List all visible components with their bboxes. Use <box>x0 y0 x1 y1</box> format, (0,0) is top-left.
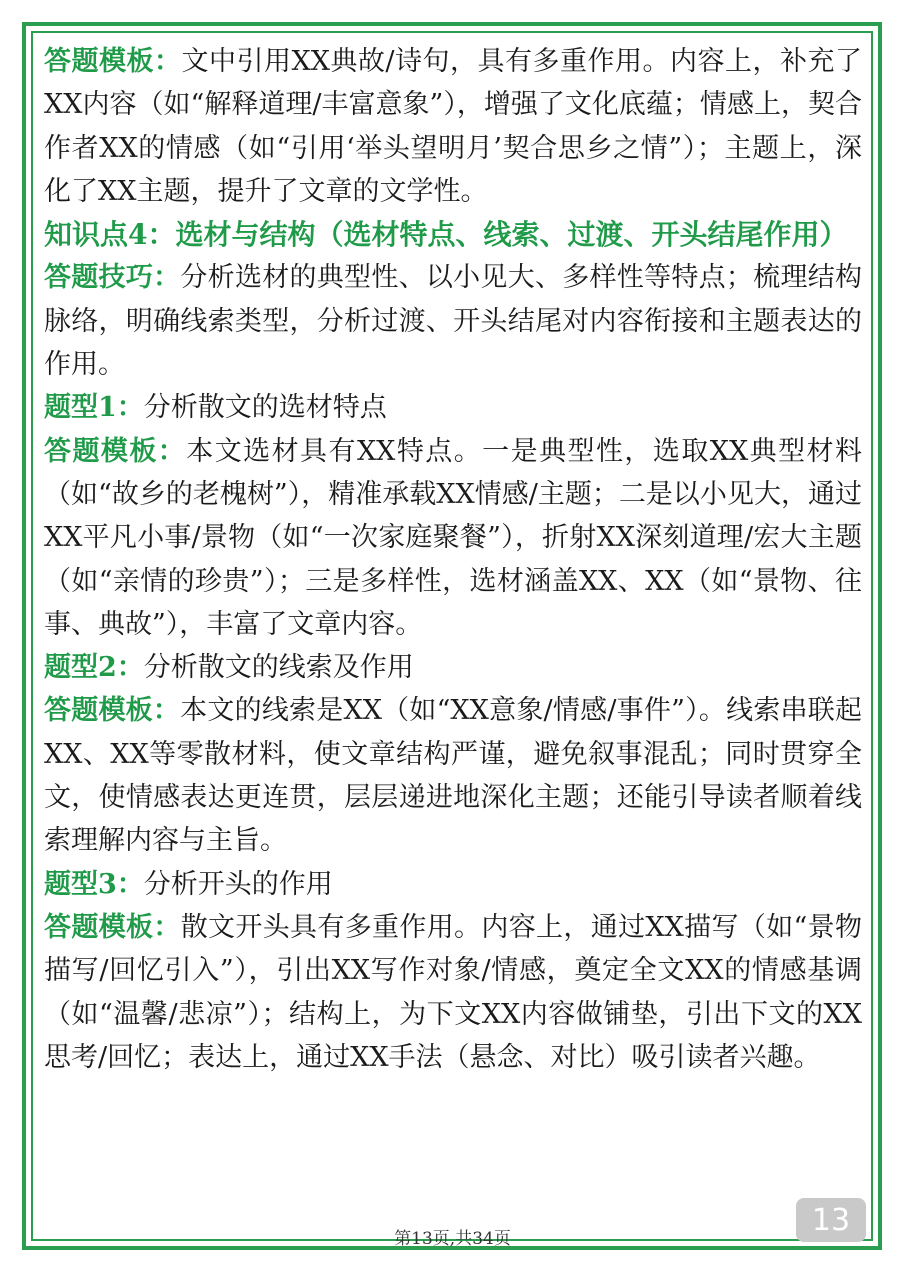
question-type-3 <box>44 863 862 906</box>
paragraph-text: 文中引用XX典故/诗句，具有多重作用。内容上，补充了XX内容（如“解释道理/丰富意象”），增强了文化底蕴；情感上，契合作者XX的情感（如“引用‘举头望明月’契合思乡之情”）；主题上，深化了XX主题，提升了文章的文学性。 <box>44 46 863 207</box>
question-type-text: 分析散文的线索及作用 <box>143 652 414 684</box>
paragraph-text: 分析选材的典型性、以小见大、多样性等特点；梳理结构脉络，明确线索类型，分析过渡、开头结尾对内容衔接和主题表达的作用。 <box>44 262 863 381</box>
paragraph-template-material <box>44 430 862 646</box>
question-type-text: 分析开头的作用 <box>143 868 333 900</box>
document-body <box>44 40 862 1079</box>
label-question-type: 题型1： <box>44 392 144 424</box>
paragraph-template-opening <box>44 906 862 1079</box>
page-footer: 第13页,共34页 <box>394 1229 511 1249</box>
label-question-type: 题型3： <box>44 868 144 900</box>
question-type-1 <box>44 386 862 429</box>
question-type-2 <box>44 646 862 689</box>
page-number-badge: 13 <box>796 1198 866 1242</box>
label-answer-template: 答题模板： <box>44 695 181 727</box>
paragraph-text: 散文开头具有多重作用。内容上，通过XX描写（如“景物描写/回忆引入”），引出XX写作对象/情感，奠定全文XX的情感基调（如“温馨/悲凉”）；结构上，为下文XX内容做铺垫，引出下文的XX思考/回忆；表达上，通过XX手法（悬念、对比）吸引读者兴趣。 <box>44 911 863 1073</box>
section-heading-knowledge-4: 知识点4：选材与结构（选材特点、线索、过渡、开头结尾作用） <box>44 218 848 252</box>
paragraph-answer-tips <box>44 256 862 386</box>
label-answer-tips: 答题技巧： <box>44 262 181 294</box>
label-question-type: 题型2： <box>44 652 144 684</box>
paragraph-text: 本文选材具有XX特点。一是典型性，选取XX典型材料（如“故乡的老槐树”），精准承载XX情感/主题；二是以小见大，通过XX平凡小事/景物（如“一次家庭聚餐”），折射XX深刻道理/宏大主题（如“亲情的珍贵”）；三是多样性，选材涵盖XX、XX（如“景物、往事、典故”），丰富了文章内容。 <box>44 435 863 640</box>
label-answer-template: 答题模板： <box>44 911 181 943</box>
paragraph-template-clue <box>44 689 862 862</box>
label-answer-template: 答题模板： <box>44 435 187 467</box>
label-answer-template: 答题模板： <box>44 46 182 77</box>
paragraph-template-quote <box>44 40 862 213</box>
question-type-text: 分析散文的选材特点 <box>143 392 387 424</box>
paragraph-text: 本文的线索是XX（如“XX意象/情感/事件”）。线索串联起XX、XX等零散材料，使文章结构严谨，避免叙事混乱；同时贯穿全文，使情感表达更连贯，层层递进地深化主题；还能引导读者顺着线索理解内容与主旨。 <box>44 695 863 857</box>
